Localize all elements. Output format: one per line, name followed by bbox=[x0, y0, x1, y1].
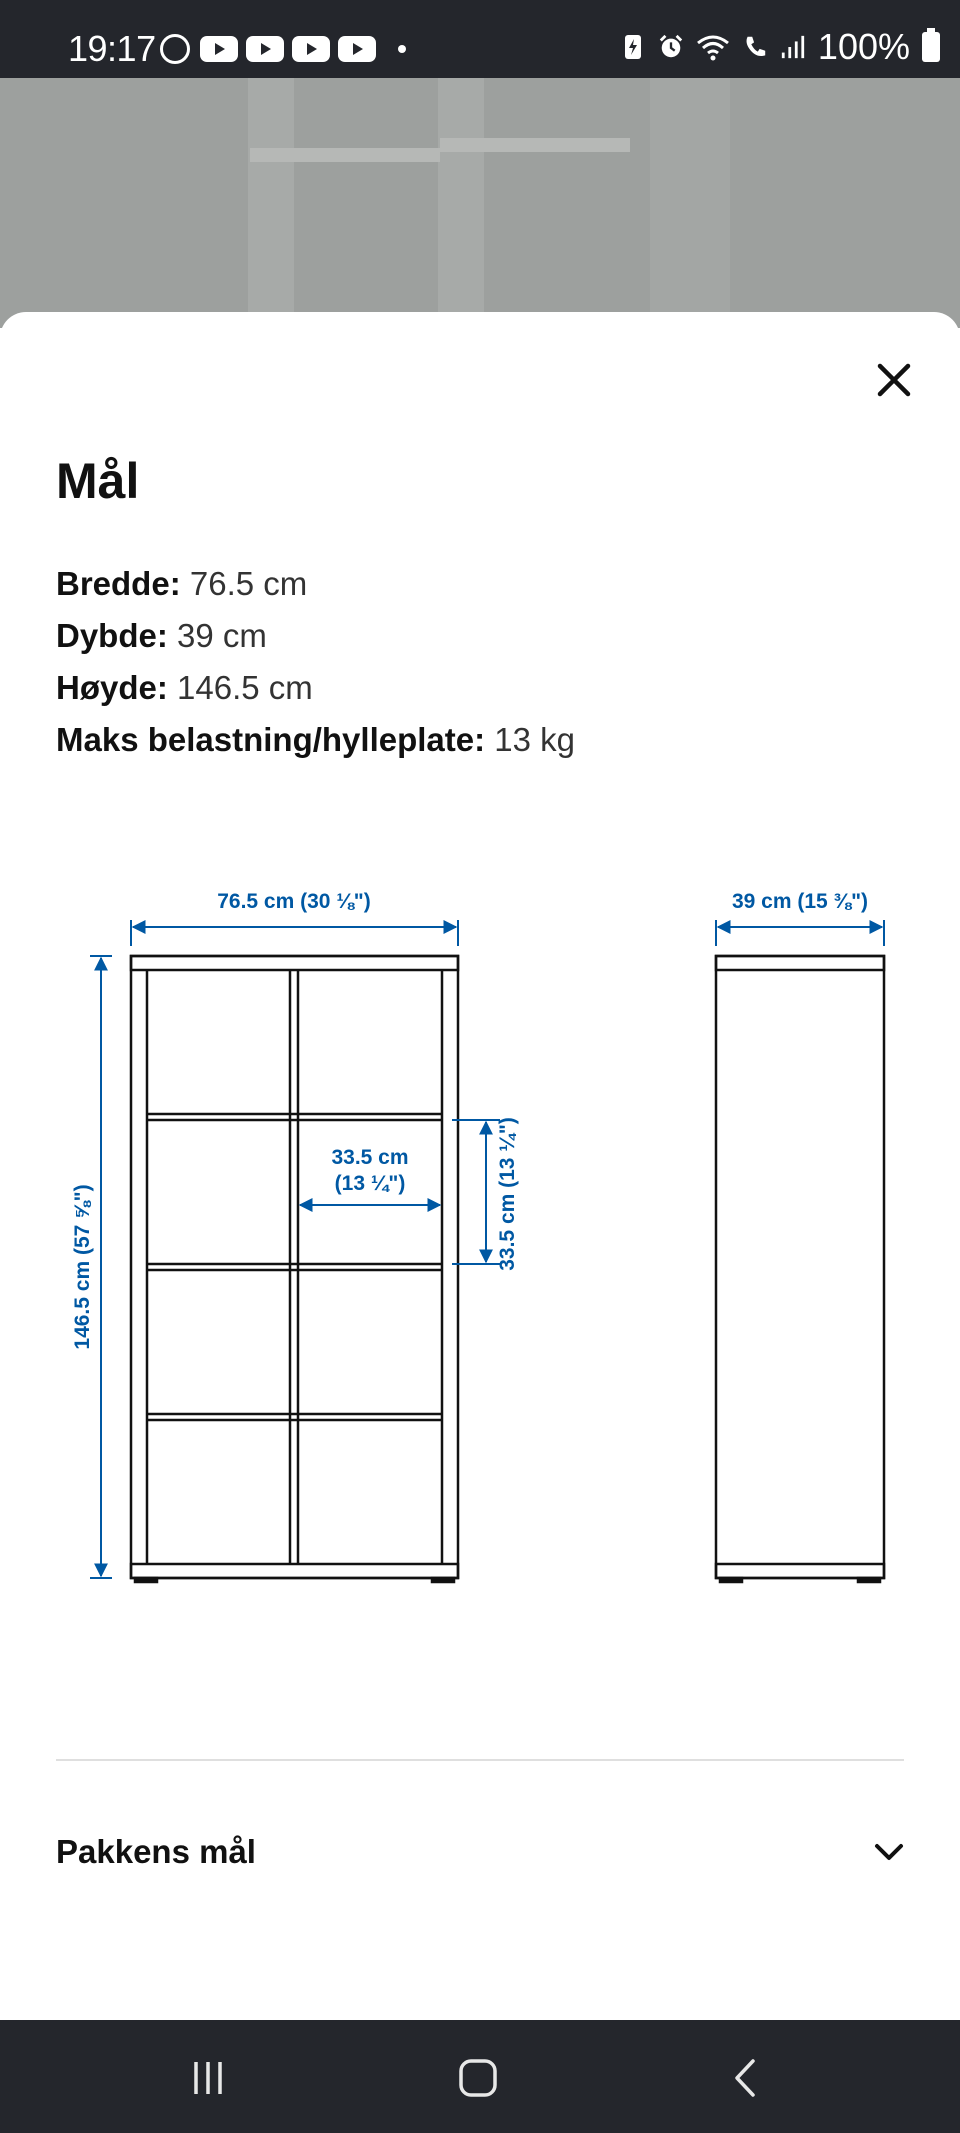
spec-width bbox=[56, 558, 575, 610]
compartment-height-label: 33.5 cm (13 ¼") bbox=[496, 1117, 519, 1271]
spec-height bbox=[56, 662, 575, 714]
front-width-label: 76.5 cm (30 ⅛") bbox=[217, 890, 371, 913]
home-button[interactable] bbox=[448, 2050, 508, 2106]
spec-list bbox=[56, 558, 575, 766]
back-icon bbox=[731, 2058, 761, 2098]
front-view bbox=[131, 956, 458, 1582]
spec-value: 39 cm bbox=[177, 617, 267, 654]
spec-max-load bbox=[56, 714, 575, 766]
status-time: 19:17 bbox=[68, 28, 156, 69]
close-icon bbox=[877, 363, 911, 397]
youtube-icon bbox=[246, 36, 284, 62]
compartment-width-label-line1: 33.5 cm bbox=[331, 1146, 409, 1169]
youtube-icon bbox=[338, 36, 376, 62]
spec-depth bbox=[56, 610, 575, 662]
spec-value: 13 kg bbox=[494, 721, 576, 758]
notification-icons bbox=[160, 34, 406, 64]
product-photo bbox=[0, 78, 960, 328]
page-title: Mål bbox=[56, 453, 140, 509]
signal-icon bbox=[780, 33, 806, 61]
spec-value: 76.5 cm bbox=[189, 565, 308, 602]
spec-label: Maks belastning/hylleplate: bbox=[56, 721, 486, 758]
back-button[interactable] bbox=[716, 2050, 776, 2106]
side-view bbox=[716, 956, 884, 1582]
whatsapp-icon bbox=[160, 34, 190, 64]
youtube-icon bbox=[292, 36, 330, 62]
navigation-bar bbox=[0, 2020, 960, 2133]
battery-percentage: 100% bbox=[817, 26, 910, 67]
spec-label: Høyde: bbox=[56, 669, 168, 706]
spec-label: Dybde: bbox=[56, 617, 168, 654]
youtube-icon bbox=[200, 36, 238, 62]
chevron-down-icon bbox=[874, 1842, 904, 1862]
battery-saver-icon bbox=[620, 33, 646, 61]
divider bbox=[56, 1759, 904, 1761]
home-icon bbox=[458, 2058, 498, 2098]
dimensions-sheet bbox=[0, 312, 960, 2020]
package-dimensions-accordion[interactable] bbox=[56, 1812, 904, 1892]
wifi-call-icon bbox=[696, 33, 730, 61]
system-icons bbox=[620, 26, 940, 68]
close-button[interactable] bbox=[864, 350, 924, 410]
dot-icon bbox=[398, 45, 406, 53]
status-bar bbox=[0, 0, 960, 78]
call-icon bbox=[742, 33, 768, 61]
battery-icon bbox=[922, 32, 940, 62]
recent-apps-icon bbox=[188, 2060, 228, 2096]
side-depth-label: 39 cm (15 ⅜") bbox=[731, 890, 869, 913]
compartment-width-label-line2: (13 ¼") bbox=[334, 1172, 406, 1195]
spec-value: 146.5 cm bbox=[177, 669, 313, 706]
height-label: 146.5 cm (57 ⅝") bbox=[71, 1184, 94, 1350]
spec-label: Bredde: bbox=[56, 565, 181, 602]
accordion-label: Pakkens mål bbox=[56, 1833, 256, 1870]
alarm-icon bbox=[658, 33, 684, 61]
recent-apps-button[interactable] bbox=[178, 2050, 238, 2106]
